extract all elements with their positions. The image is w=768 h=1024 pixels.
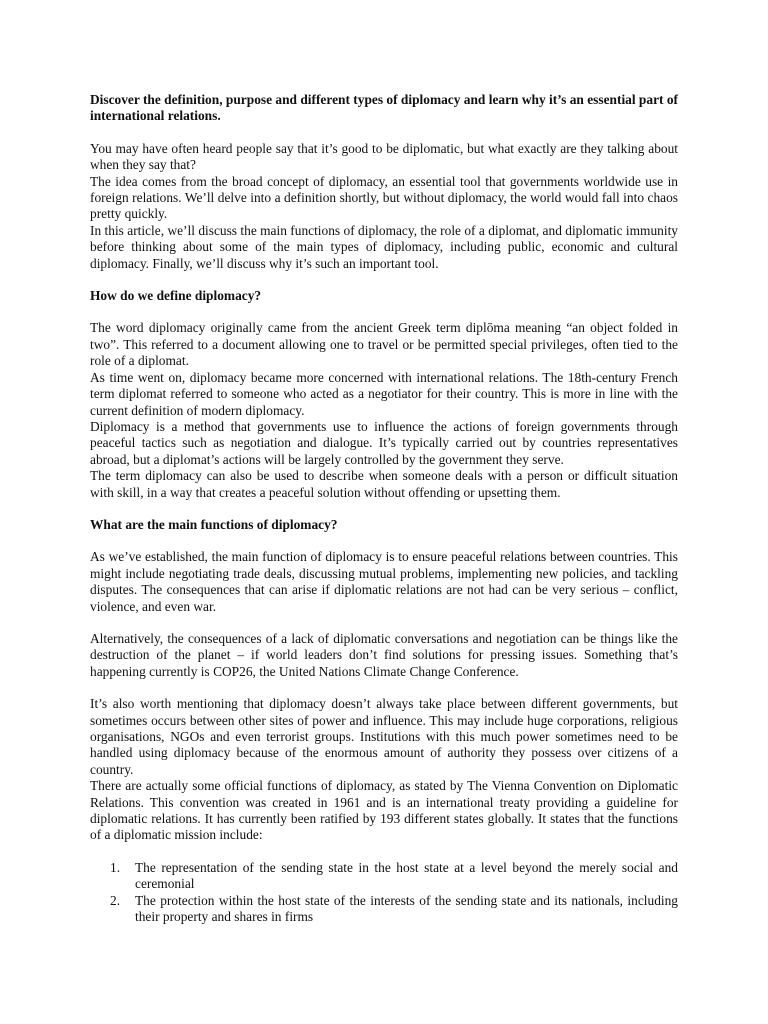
list-item-text: The representation of the sending state in the host state at a level beyond the merely social and ceremonial [135, 859, 678, 892]
functions-heading: What are the main functions of diplomacy? [90, 516, 338, 532]
functions-paragraph-3: It’s also worth mentioning that diplomacy doesn’t always take place between different governments, but sometimes occurs between other sites of power and influence. This may include huge corporations, religious organisations, NGOs and even terrorist groups. Institutions with this much power sometimes need to be handled using diplomacy because of the enormous amount of authority they possess over citizens of a country. [90, 696, 678, 777]
define-paragraph-4: The term diplomacy can also be used to describe when someone deals with a person or difficult situation with skill, in a way that creates a peaceful solution without offending or upsetting them. [90, 468, 678, 500]
list-item-text: The protection within the host state of the interests of the sending state and its nationals, including their property and shares in firms [135, 892, 678, 925]
functions-paragraph-1: As we’ve established, the main function of diplomacy is to ensure peaceful relations between countries. This might include negotiating trade deals, discussing mutual problems, implementing new policies, and tackling disputes. The consequences that can arise if diplomatic relations are not had can be very serious – conflict, violence, and even war. [90, 549, 678, 614]
define-paragraph-2: As time went on, diplomacy became more concerned with international relations. The 18th-century French term diplomat referred to someone who acted as a negotiator for their country. This is more in line with the current definition of modern diplomacy. [90, 369, 678, 418]
intro-heading: Discover the definition, purpose and different types of diplomacy and learn why it’s an essential part of international relations. [90, 92, 678, 124]
define-heading: How do we define diplomacy? [90, 288, 262, 304]
list-item [90, 893, 678, 926]
functions-list [90, 860, 678, 926]
document-page [90, 92, 678, 925]
define-paragraph-1: The word diplomacy originally came from the ancient Greek term diplōma meaning “an object folded in two”. This referred to a document allowing one to travel or be permitted special privileges, often tied to the role of a diplomat. [90, 320, 678, 369]
list-item-number: 1. [110, 859, 121, 875]
functions-paragraph-2: Alternatively, the consequences of a lack of diplomatic conversations and negotiation can be things like the destruction of the planet – if world leaders don’t find solutions for pressing issues. Something that’s happening currently is COP26, the United Nations Climate Change Conference. [90, 630, 678, 679]
intro-paragraph-3: In this article, we’ll discuss the main functions of diplomacy, the role of a diplomat, and diplomatic immunity before thinking about some of the main types of diplomacy, including public, economic and cultural diplomacy. Finally, we’ll discuss why it’s such an important tool. [90, 222, 678, 271]
functions-paragraph-4: There are actually some official functions of diplomacy, as stated by The Vienna Convention on Diplomatic Relations. This convention was created in 1961 and is an international treaty providing a guideline for diplomatic relations. It has currently been ratified by 193 different states globally. It states that the functions of a diplomatic mission include: [90, 778, 678, 843]
define-paragraph-3: Diplomacy is a method that governments use to influence the actions of foreign governments through peaceful tactics such as negotiation and dialogue. It’s typically carried out by countries representatives abroad, but a diplomat’s actions will be largely controlled by the government they serve. [90, 418, 678, 467]
intro-paragraph-1: You may have often heard people say that it’s good to be diplomatic, but what exactly are they talking about when they say that? [90, 140, 678, 173]
list-item [90, 860, 678, 893]
list-item-number: 2. [110, 892, 121, 908]
intro-paragraph-2: The idea comes from the broad concept of diplomacy, an essential tool that governments worldwide use in foreign relations. We’ll delve into a definition shortly, but without diplomacy, the world would fall into chaos pretty quickly. [90, 173, 678, 222]
